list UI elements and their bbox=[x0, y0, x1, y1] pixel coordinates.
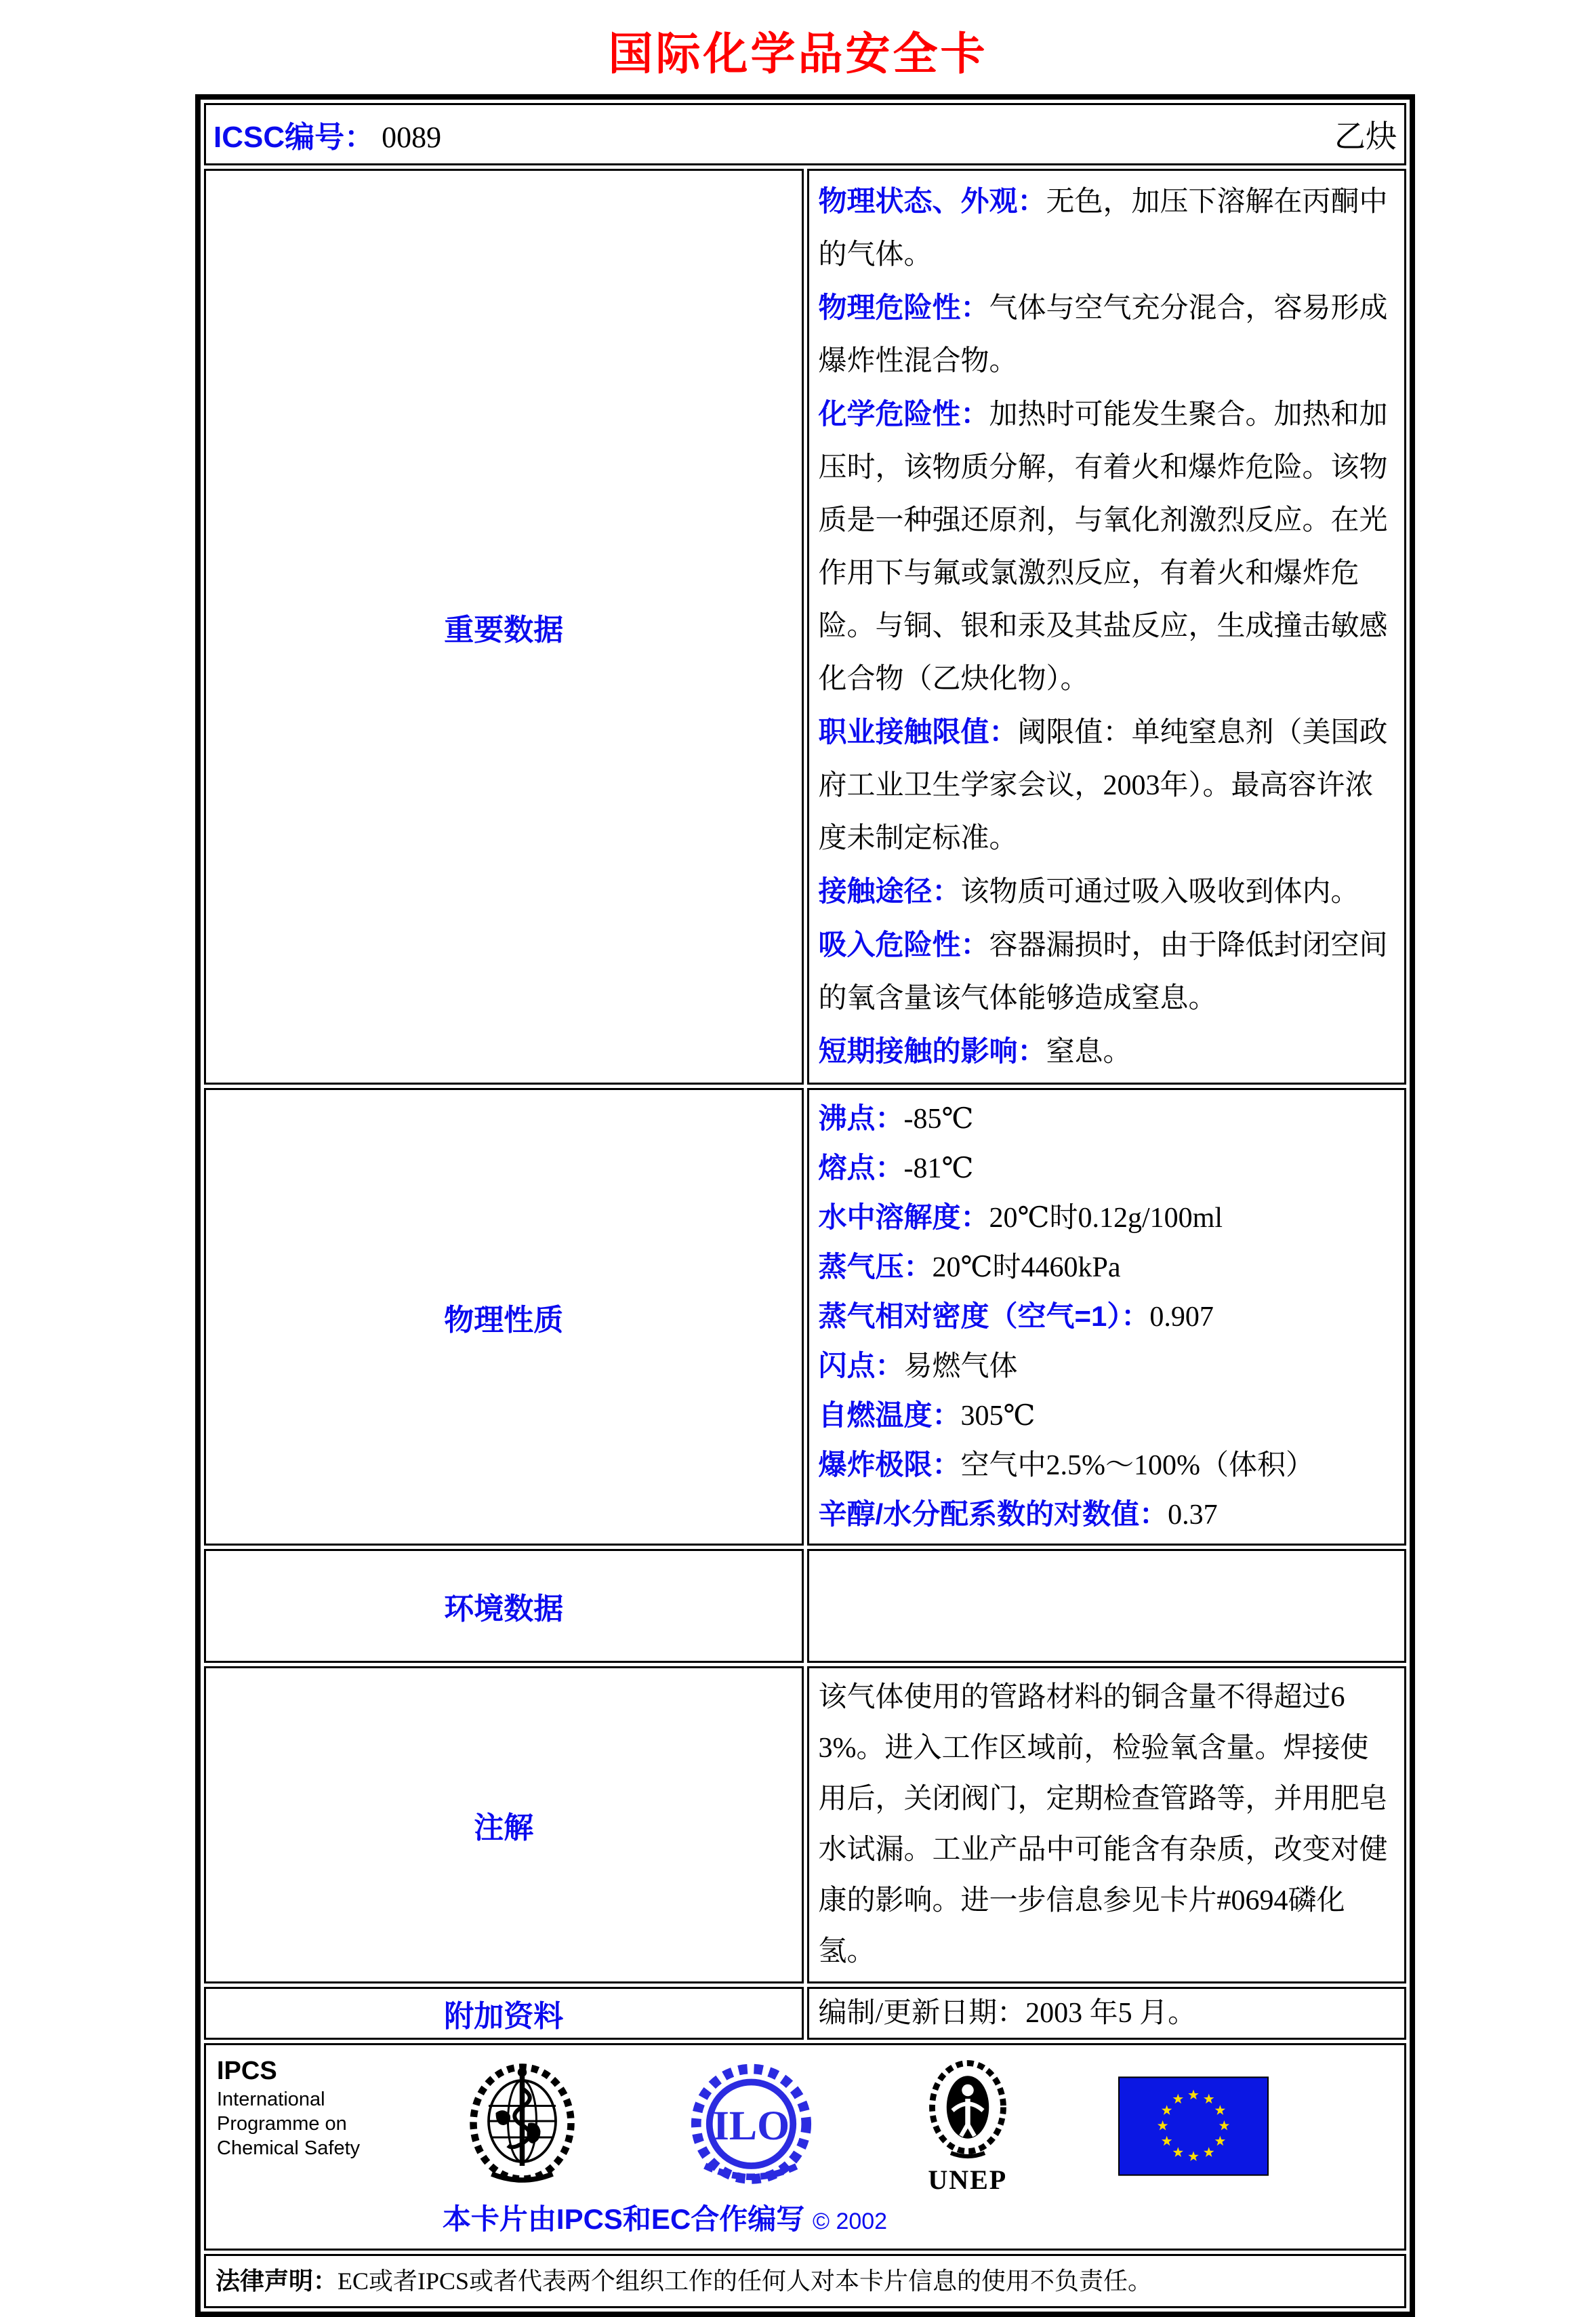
property-row bbox=[819, 865, 1395, 919]
property-value: 空气中2.5%～100%（体积） bbox=[960, 1450, 1314, 1481]
property-label: 爆炸极限： bbox=[818, 1449, 961, 1480]
property-value: 0.37 bbox=[1168, 1499, 1218, 1531]
icsc-card-page bbox=[0, 18, 1596, 2295]
legal-label: 法律声明： bbox=[216, 2267, 338, 2295]
property-value: 阈限值：单纯窒息剂（美国政府工业卫生学家会议，2003年）。最高容许浓度未制定标准。 bbox=[818, 717, 1388, 854]
property-value: 20℃时4460kPa bbox=[932, 1252, 1121, 1283]
icsc-number-value: 0089 bbox=[382, 121, 442, 154]
legal-text: EC或者IPCS或者代表两个组织工作的任何人对本卡片信息的使用不负责任。 bbox=[337, 2268, 1153, 2295]
cooperation-caption bbox=[217, 2197, 1269, 2244]
ipcs-text-block bbox=[217, 2055, 360, 2160]
property-row bbox=[819, 1243, 1395, 1292]
notes-content: 该气体使用的管路材料的铜含量不得超过63%。进入工作区域前，检验氧含量。焊接使用后，关闭阀门，定期检查管路等，并用肥皂水试漏。工业产品中可能含有杂质，改变对健康的影响。进一步信息参见卡片#0694磷化氢。 bbox=[807, 1666, 1407, 1983]
property-value: 窒息。 bbox=[1046, 1036, 1132, 1068]
copyright-year: © 2002 bbox=[812, 2209, 888, 2234]
notes-row bbox=[204, 1666, 1406, 1983]
property-label: 接触途径： bbox=[818, 875, 961, 907]
property-label: 物理危险性： bbox=[818, 291, 989, 323]
additional-info-row bbox=[204, 1987, 1406, 2040]
property-value: 容器漏损时，由于降低封闭空间的氧含量该气体能够造成窒息。 bbox=[818, 930, 1388, 1014]
section-label-notes: 注解 bbox=[204, 1666, 804, 1983]
icsc-number-group bbox=[213, 113, 441, 156]
property-value: 该物质可通过吸入吸收到体内。 bbox=[960, 877, 1359, 908]
unep-logo-icon bbox=[917, 2058, 1019, 2194]
ilo-letters: ILO bbox=[712, 2102, 790, 2149]
property-value: -81℃ bbox=[903, 1153, 974, 1184]
property-value: 20℃时0.12g/100ml bbox=[989, 1203, 1223, 1234]
page-title: 国际化学品安全卡 bbox=[608, 28, 988, 79]
legal-row bbox=[204, 2254, 1406, 2308]
property-row bbox=[819, 919, 1395, 1025]
property-label: 物理状态、外观： bbox=[818, 185, 1046, 217]
environmental-data-row bbox=[204, 1549, 1406, 1663]
property-label: 自燃温度： bbox=[818, 1399, 961, 1431]
environmental-data-content bbox=[807, 1549, 1407, 1663]
physical-properties-content bbox=[807, 1088, 1407, 1546]
property-value: 气体与空气充分混合，容易形成爆炸性混合物。 bbox=[818, 293, 1388, 377]
property-row bbox=[819, 1025, 1395, 1079]
eu-flag-icon bbox=[1118, 2076, 1269, 2176]
update-date-value: 2003 年5 月。 bbox=[1025, 1998, 1197, 2029]
property-label: 辛醇/水分配系数的对数值： bbox=[818, 1498, 1168, 1530]
icsc-number-label: ICSC编号： bbox=[213, 121, 375, 154]
section-label-environmental-data: 环境数据 bbox=[204, 1549, 804, 1663]
property-label: 职业接触限值： bbox=[818, 716, 1018, 748]
important-data-content bbox=[807, 169, 1407, 1085]
property-label: 蒸气压： bbox=[818, 1251, 933, 1283]
ipcs-subtitle-line: Programme on bbox=[217, 2113, 347, 2135]
legal-notice bbox=[204, 2254, 1406, 2308]
safety-card-table bbox=[195, 94, 1415, 2317]
additional-info-content bbox=[807, 1987, 1407, 2040]
property-label: 短期接触的影响： bbox=[818, 1035, 1046, 1067]
card-header bbox=[207, 106, 1404, 163]
property-value: -85℃ bbox=[903, 1104, 974, 1135]
property-label: 蒸气相对密度（空气=1）： bbox=[818, 1300, 1150, 1332]
logo-strip bbox=[217, 2055, 1269, 2197]
chemical-name: 乙炔 bbox=[1334, 119, 1397, 154]
ilo-logo-icon bbox=[685, 2060, 817, 2192]
property-row bbox=[819, 1144, 1395, 1193]
property-value: 无色，加压下溶解在丙酮中的气体。 bbox=[818, 186, 1388, 270]
property-label: 化学危险性： bbox=[818, 398, 989, 430]
property-row bbox=[819, 1342, 1395, 1391]
property-label: 熔点： bbox=[818, 1152, 904, 1184]
section-label-important-data: 重要数据 bbox=[204, 169, 804, 1085]
property-row bbox=[819, 1391, 1395, 1440]
property-row bbox=[819, 706, 1395, 865]
property-row bbox=[819, 1292, 1395, 1342]
unep-caption: UNEP bbox=[928, 2164, 1008, 2195]
ipcs-title: IPCS bbox=[217, 2057, 277, 2085]
property-row bbox=[819, 1094, 1395, 1144]
logos-row bbox=[204, 2043, 1406, 2251]
physical-properties-row bbox=[204, 1088, 1406, 1546]
property-value: 305℃ bbox=[960, 1401, 1036, 1432]
property-row bbox=[819, 281, 1395, 388]
cooperation-text: 本卡片由IPCS和EC合作编写 bbox=[442, 2203, 805, 2235]
header-row bbox=[204, 103, 1406, 165]
property-row bbox=[819, 1490, 1395, 1539]
property-row bbox=[819, 1440, 1395, 1490]
property-label: 吸入危险性： bbox=[818, 929, 989, 961]
property-value: 易燃气体 bbox=[903, 1351, 1018, 1382]
important-data-row bbox=[204, 169, 1406, 1085]
property-row bbox=[819, 175, 1395, 281]
update-date-label: 编制/更新日期： bbox=[818, 1998, 1026, 2029]
property-label: 水中溶解度： bbox=[818, 1201, 989, 1233]
who-logo-icon bbox=[459, 2060, 585, 2192]
property-label: 沸点： bbox=[818, 1102, 904, 1134]
property-row bbox=[819, 1193, 1395, 1243]
ipcs-subtitle-line: Chemical Safety bbox=[217, 2137, 361, 2159]
property-row bbox=[819, 388, 1395, 706]
property-label: 闪点： bbox=[818, 1350, 904, 1382]
section-label-additional-info: 附加资料 bbox=[204, 1987, 804, 2040]
property-value: 加热时可能发生聚合。加热和加压时，该物质分解，有着火和爆炸危险。该物质是一种强还原剂，与氧化剂激烈反应。在光作用下与氟或氯激烈反应，有着火和爆炸危险。与铜、银和汞及其盐反应，生成撞击敏感化合物（乙炔化物）。 bbox=[818, 399, 1388, 695]
property-value: 0.907 bbox=[1149, 1302, 1214, 1333]
ipcs-subtitle-line: International bbox=[217, 2089, 325, 2110]
section-label-physical-properties: 物理性质 bbox=[204, 1088, 804, 1546]
